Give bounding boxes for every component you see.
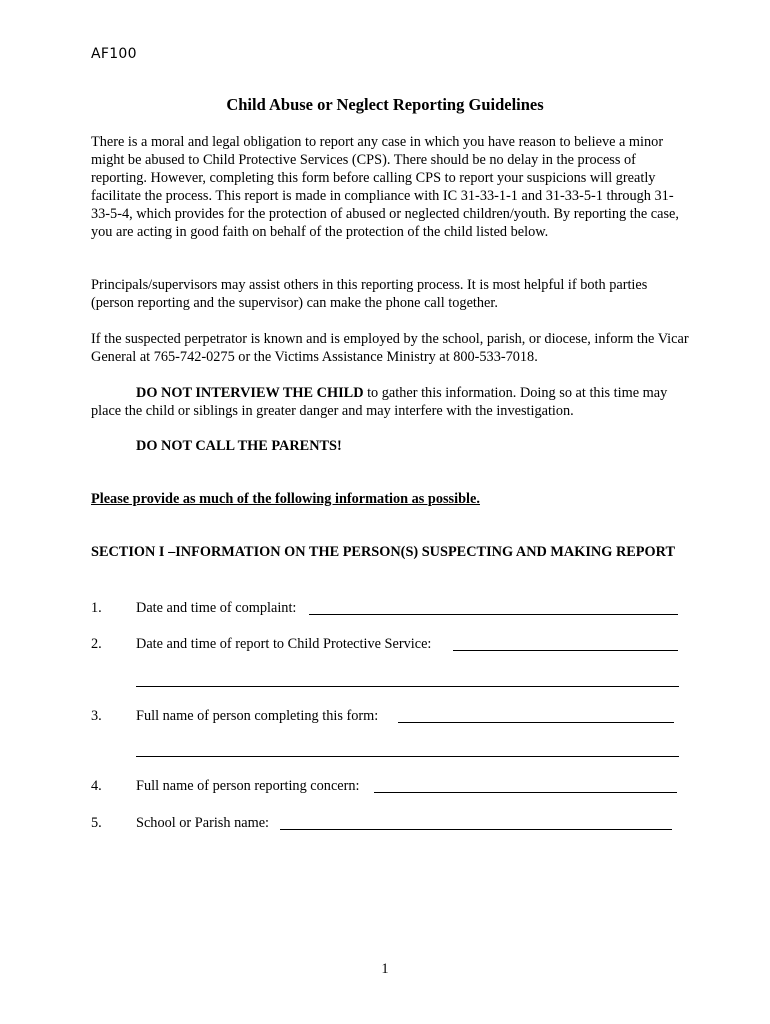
form-code: AF100 [91, 46, 137, 62]
document-title: Child Abuse or Neglect Reporting Guidelines [226, 95, 544, 114]
perpetrator-paragraph: If the suspected perpetrator is known and is employed by the school, parish, or diocese, inform the Vicar General at 765-742-0275 or the Victims Assistance Ministry at 800-533-7018. [91, 331, 689, 365]
cps-report-time-field[interactable] [453, 637, 678, 651]
cps-report-time-field-line-2[interactable] [136, 673, 679, 687]
reporter-name-field[interactable] [374, 779, 677, 793]
please-provide-instruction: Please provide as much of the following information as possible. [91, 491, 480, 507]
school-parish-field[interactable] [280, 816, 672, 830]
item-number: 4. [91, 778, 102, 794]
completer-name-field-line-2[interactable] [136, 743, 679, 757]
item-number: 5. [91, 815, 102, 831]
no-interview-text: to gather this information. Doing so at this time may place the child or siblings in greater danger and may interfere with the investigation. [91, 385, 668, 419]
complaint-time-field[interactable] [309, 601, 678, 615]
no-call-parents-warning: DO NOT CALL THE PARENTS! [136, 438, 342, 454]
item-label: Date and time of report to Child Protective Service: [136, 636, 432, 652]
completer-name-field[interactable] [398, 709, 674, 723]
item-label: School or Parish name: [136, 815, 270, 831]
item-number: 1. [91, 600, 102, 616]
item-label: Full name of person completing this form: [136, 708, 379, 724]
item-label: Full name of person reporting concern: [136, 778, 360, 794]
item-number: 3. [91, 708, 102, 724]
no-interview-warning: DO NOT INTERVIEW THE CHILD [136, 385, 364, 401]
principals-paragraph: Principals/supervisors may assist others in this reporting process. It is most helpful if both parties (person reporting and the supervisor) can make the phone call together. [91, 277, 648, 311]
section-1-heading: SECTION I –INFORMATION ON THE PERSON(S) SUSPECTING AND MAKING REPORT [91, 544, 676, 560]
item-label: Date and time of complaint: [136, 600, 297, 616]
item-number: 2. [91, 636, 102, 652]
page-number: 1 [381, 961, 389, 977]
no-interview-paragraph [91, 384, 691, 420]
intro-paragraph: There is a moral and legal obligation to report any case in which you have reason to believe a minor might be abused to Child Protective Services (CPS). There should be no delay in the process of reporting. However, completing this form before calling CPS to report your suspicions will greatly facilitate the process. This report is made in compliance with IC 31-33-1-1 and 31-33-5-1 through 31-33-5-4, which provides for the protection of abused or neglected children/youth. By reporting the case, you are acting in good faith on behalf of the protection of the child listed below. [91, 134, 679, 240]
